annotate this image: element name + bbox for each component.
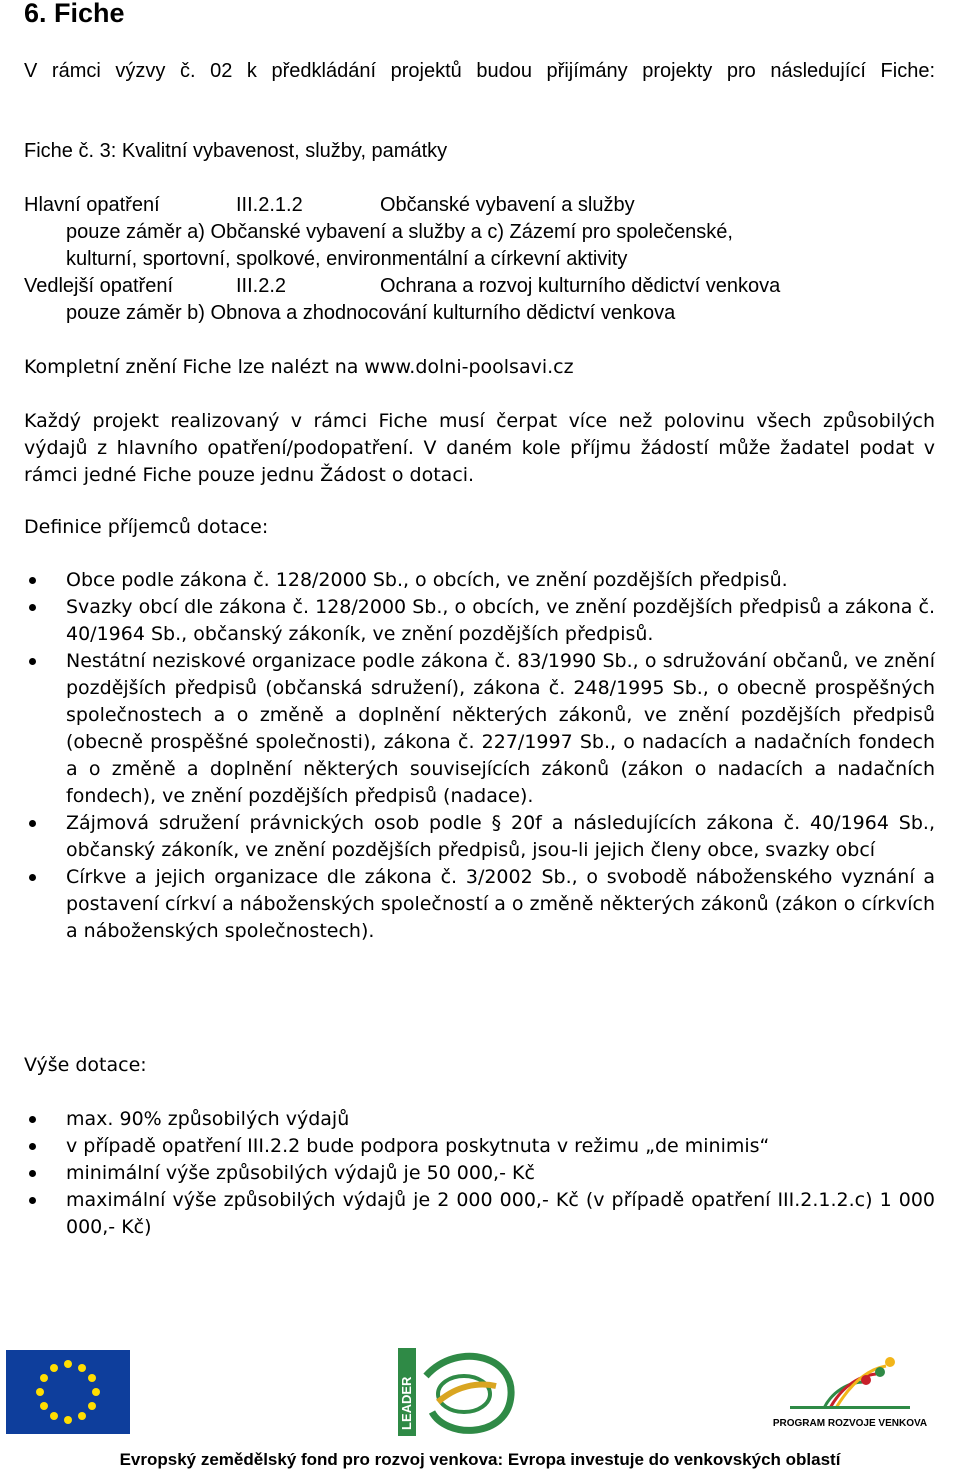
list-item: Obce podle zákona č. 128/2000 Sb., o obcích, ve znění pozdějších předpisů. bbox=[24, 567, 935, 594]
main-measure-title: Občanské vybavení a služby bbox=[380, 194, 635, 216]
list-item: max. 90% způsobilých výdajů bbox=[24, 1106, 935, 1133]
list-item: Svazky obcí dle zákona č. 128/2000 Sb., o obcích, ve znění pozdějších předpisů a zákona č. 40/1964 Sb., občanský zákoník, ve znění pozdějších předpisů. bbox=[24, 594, 935, 648]
eu-flag-logo bbox=[6, 1350, 130, 1434]
list-item: Nestátní neziskové organizace podle zákona č. 83/1990 Sb., o sdružování občanů, ve znění pozdějších předpisů (občanská sdružení), zákona č. 248/1995 Sb., o obecně prospěšných společnostech a o změně a doplnění některých zákonů, ve znění pozdějších předpisů (obecně prospěšné společnosti), zákona č. 227/1997 Sb., o nadacích a nadačních fondech a o změně a doplnění některých souvisejících zákonů (zákon o nadacích a nadačních fondech), ve znění pozdějších předpisů (nadace). bbox=[24, 648, 935, 810]
main-measure-label: Hlavní opatření bbox=[24, 194, 160, 216]
main-measure-detail-2: kulturní, sportovní, spolkové, environmentální a církevní aktivity bbox=[66, 248, 628, 270]
rule-paragraph: Každý projekt realizovaný v rámci Fiche musí čerpat více než polovinu všech způsobilých výdajů z hlavního opatření/podopatření. V daném kole příjmu žádostí může žadatel podat v rámci jedné Fiche pouze jednu Žádost o dotaci. bbox=[24, 410, 935, 486]
recipients-heading: Definice příjemců dotace: bbox=[24, 516, 269, 538]
list-item: v případě opatření III.2.2 bude podpora poskytnuta v režimu „de minimis“ bbox=[24, 1133, 935, 1160]
amount-heading: Výše dotace: bbox=[24, 1054, 147, 1076]
list-item: minimální výše způsobilých výdajů je 50 000,- Kč bbox=[24, 1160, 935, 1187]
list-item: Církve a jejich organizace dle zákona č. 3/2002 Sb., o svobodě náboženského vyznání a postavení církví a náboženských společností a o změně některých zákonů (zákon o církvích a náboženských společnostech). bbox=[24, 864, 935, 945]
fiche-title: Fiche č. 3: Kvalitní vybavenost, služby, památky bbox=[24, 140, 448, 162]
secondary-measure-detail-1: pouze záměr b) Obnova a zhodnocování kulturního dědictví venkova bbox=[66, 302, 676, 324]
list-item: maximální výše způsobilých výdajů je 2 000 000,- Kč (v případě opatření III.2.1.2.c) 1 000 000,- Kč) bbox=[24, 1187, 935, 1241]
secondary-measure-label: Vedlejší opatření bbox=[24, 275, 173, 297]
prv-logo-text: PROGRAM ROZVOJE VENKOVA bbox=[772, 1418, 928, 1429]
list-item: Zájmová sdružení právnických osob podle § 20f a následujících zákona č. 40/1964 Sb., občanský zákoník, ve znění pozdějších předpisů, jsou-li jejich členy obce, svazky obcí bbox=[24, 810, 935, 864]
intro-paragraph: V rámci výzvy č. 02 k předkládání projektů budou přijímány projekty pro následující Fiche: bbox=[24, 60, 935, 82]
secondary-measure-code: III.2.2 bbox=[236, 275, 287, 297]
secondary-measure-title: Ochrana a rozvoj kulturního dědictví venkova bbox=[380, 275, 781, 297]
leader-logo bbox=[398, 1346, 526, 1438]
page-heading: 6. Fiche bbox=[24, 0, 125, 28]
main-measure-code: III.2.1.2 bbox=[236, 194, 303, 216]
amounts-list bbox=[24, 1106, 935, 1241]
recipients-list bbox=[24, 567, 935, 945]
leader-logo-text: LEADER bbox=[399, 1376, 414, 1430]
prv-logo bbox=[730, 1348, 940, 1438]
main-measure-detail-1: pouze záměr a) Občanské vybavení a služby a c) Zázemí pro společenské, bbox=[66, 221, 733, 243]
page-footer: Evropský zemědělský fond pro rozvoj venkova: Evropa investuje do venkovských oblastí bbox=[119, 1450, 841, 1469]
full-text-note: Kompletní znění Fiche lze nalézt na www.dolni-poolsavi.cz bbox=[24, 356, 574, 378]
